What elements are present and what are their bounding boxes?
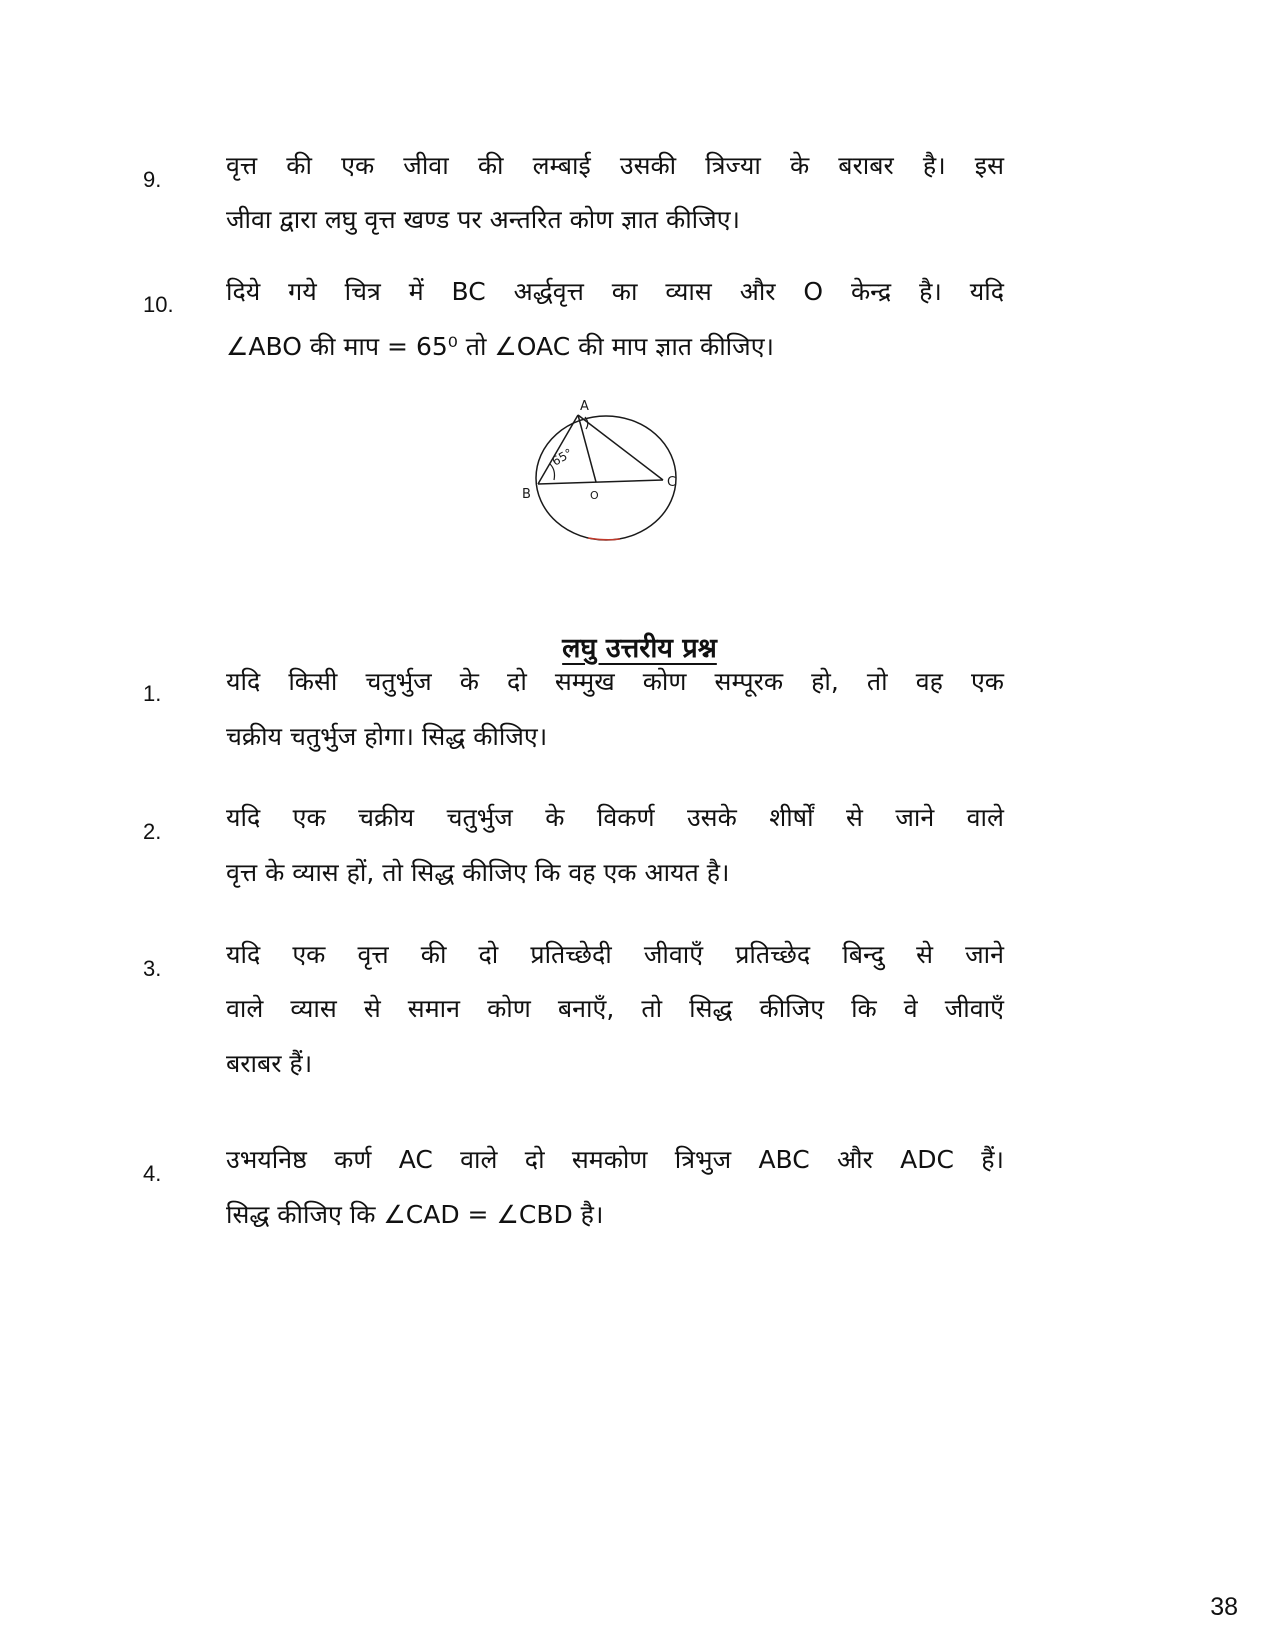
side-ac <box>578 415 663 480</box>
question-text-line: सिद्ध कीजिए कि ∠CAD = ∠CBD है। <box>226 1200 604 1229</box>
radius-ao <box>578 415 596 482</box>
label-a: A <box>580 399 589 414</box>
question-text-line: वृत्त की एक जीवा की लम्बाई उसकी त्रिज्या के बराबर है। इस <box>226 151 1004 180</box>
label-c: C <box>667 475 677 490</box>
question-text-line: ∠ABO की माप = 65⁰ तो ∠OAC की माप ज्ञात कीजिए। <box>226 332 774 361</box>
question-number: 4. <box>143 1161 162 1186</box>
question-text-line: यदि किसी चतुर्भुज के दो सम्मुख कोण सम्पूरक हो, तो वह एक <box>226 667 1004 696</box>
angle-label-65: 65° <box>549 445 575 469</box>
question-number: 10. <box>143 292 174 317</box>
diameter-bc <box>538 480 663 484</box>
question-text-line: यदि एक वृत्त की दो प्रतिच्छेदी जीवाएँ प्रतिच्छेद बिन्दु से जाने <box>226 940 1004 969</box>
question-text-line: वाले व्यास से समान कोण बनाएँ, तो सिद्ध कीजिए कि वे जीवाएँ <box>226 994 1004 1023</box>
question-text-line: जीवा द्वारा लघु वृत्त खण्ड पर अन्तरित कोण ज्ञात कीजिए। <box>226 205 740 234</box>
semicircle-diagram <box>522 398 698 548</box>
question-text-line: चक्रीय चतुर्भुज होगा। सिद्ध कीजिए। <box>226 722 548 751</box>
question-text-line: यदि एक चक्रीय चतुर्भुज के विकर्ण उसके शीर्षों से जाने वाले <box>226 803 1004 832</box>
label-o: O <box>590 489 599 502</box>
question-text-line: दिये गये चित्र में BC अर्द्धवृत्त का व्यास और O केन्द्र है। यदि <box>226 277 1004 306</box>
question-number: 9. <box>143 167 162 192</box>
question-text-line: वृत्त के व्यास हों, तो सिद्ध कीजिए कि वह एक आयत है। <box>226 858 730 887</box>
label-b: B <box>522 487 531 502</box>
section-heading <box>0 628 1275 665</box>
question-text-line: बराबर हैं। <box>226 1049 313 1078</box>
angle-mark-b <box>550 464 555 480</box>
circle-outline <box>536 416 676 540</box>
section-heading-text: लघु उत्तरीय प्रश्न <box>562 633 717 664</box>
question-number: 2. <box>143 819 162 844</box>
page-number: 38 <box>1210 1593 1238 1621</box>
circle-figure <box>522 398 698 552</box>
question-number: 1. <box>143 681 162 706</box>
question-text-line: उभयनिष्ठ कर्ण AC वाले दो समकोण त्रिभुज ABC और ADC हैं। <box>226 1145 1004 1174</box>
question-number: 3. <box>143 956 162 981</box>
